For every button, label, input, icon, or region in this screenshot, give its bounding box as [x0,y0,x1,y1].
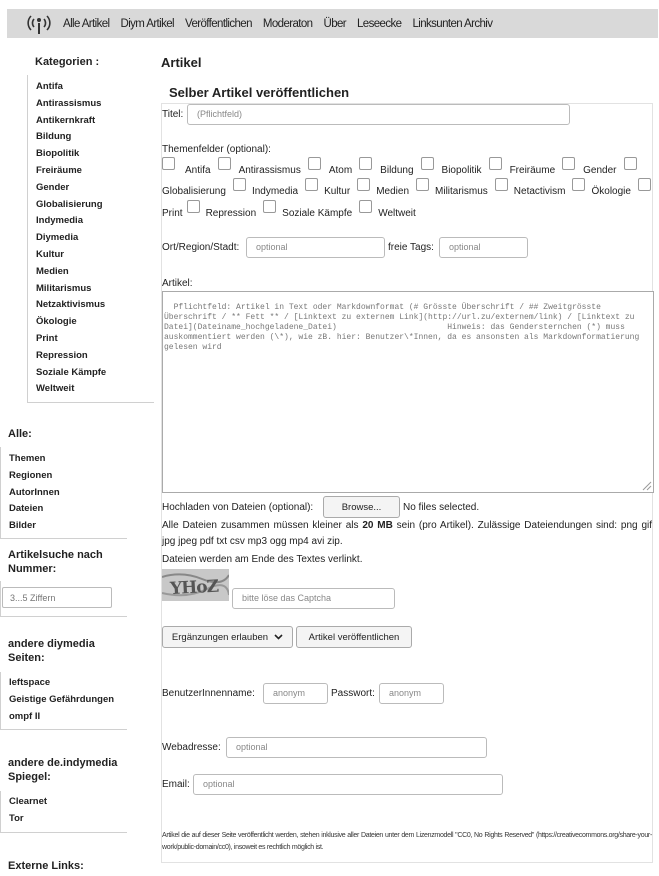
browse-button[interactable]: Browse... [323,496,400,518]
tags-label: freie Tags: [388,242,434,253]
checkbox-label-print: Print [162,208,183,219]
sidebar-item-freiraeume[interactable]: Freiräume [36,164,82,176]
checkbox[interactable] [162,157,175,170]
sidebar-item-antifa[interactable]: Antifa [36,81,63,92]
sidebar-item-indymedia[interactable]: Indymedia [36,215,83,227]
upload-label: Hochladen von Dateien (optional): [162,502,314,513]
checkbox-label-medien: Medien [376,186,410,197]
password-label: Passwort: [331,688,375,699]
sidebar-item-gender[interactable]: Gender [36,181,70,193]
checkbox[interactable] [308,157,321,170]
sidebar-artikelsuche [0,548,127,617]
checkbox-label-netactivism: Netactivism [513,186,566,197]
antenna-logo-icon[interactable] [26,12,52,36]
sidebar-item-autorinnen[interactable]: AutorInnen [9,486,60,498]
checkbox[interactable] [421,157,434,170]
sidebar-item-tor[interactable]: Tor [9,812,24,824]
checkbox-label-repression: Repression [205,208,257,219]
extras-button-label: Ergänzungen erlauben [171,631,269,643]
sidebar-externe-links [0,859,127,873]
sidebar-heading: Alle: [8,428,32,440]
checkbox[interactable] [218,157,231,170]
artikelsuche-box [0,581,127,617]
checkbox[interactable] [357,178,370,191]
sidebar-item-netzaktivismus[interactable]: Netzaktivismus [36,299,106,311]
checkbox-label-biopolitik: Biopolitik [441,165,482,176]
link-info: Dateien werden am Ende des Textes verlinkt. [162,554,363,565]
checkbox[interactable] [638,178,651,191]
title-label: Titel: [162,109,184,120]
themen-row-2 [162,181,651,197]
checkbox-label-atom: Atom [328,165,353,176]
checkbox-label-militarismus: Militarismus [435,186,488,197]
checkbox[interactable] [233,178,246,191]
checkbox[interactable] [572,178,585,191]
nav-moderation[interactable]: Moderaton [262,17,313,30]
checkbox[interactable] [495,178,508,191]
ort-input[interactable]: optional [246,237,385,258]
captcha-image [162,569,229,601]
license-notice: Artikel die auf dieser Seite veröffentlicht werden, stehen inklusive aller Dateien unter dem Lizenzmodell "CC0, No Rights Reserved" (https://creativecommons.org/share-your-work/public-domain/cc0), insoweit es rechtlich möglich ist. [162,832,652,851]
tags-input[interactable]: optional [439,237,528,258]
checkbox[interactable] [562,157,575,170]
checkbox[interactable] [359,157,372,170]
captcha-input[interactable]: bitte löse das Captcha [232,588,395,609]
nav-diym-artikel[interactable]: Diym Artikel [120,17,175,30]
sidebar-item-bilder[interactable]: Bilder [9,520,36,532]
sidebar-diymedia [0,637,127,730]
sidebar-item-clearnet[interactable]: Clearnet [9,796,48,807]
sidebar-heading: andere de.indymedia Spiegel: [8,757,118,783]
sidebar-item-geistige-gefaehrdungen[interactable]: Geistige Gefährdungen [9,693,115,705]
artikel-label: Artikel: [162,278,193,289]
checkbox[interactable] [416,178,429,191]
top-navigation [7,9,658,38]
form-title: Selber Artikel veröffentlichen [169,85,350,100]
checkbox-label-bildung: Bildung [380,165,414,176]
checkbox-label-soziale-kaempfe: Soziale Kämpfe [282,208,353,219]
themen-row-3 [162,203,423,219]
checkbox-label-globalisierung: Globalisierung [162,186,226,197]
sidebar-item-bildung[interactable]: Bildung [36,131,72,143]
web-label: Webadresse: [162,742,221,753]
sidebar-heading: Externe Links: [8,860,84,872]
checkbox-label-kultur: Kultur [324,186,351,197]
themen-label: Themenfelder (optional): [162,144,271,155]
checkbox[interactable] [624,157,637,170]
nav-veroeffentlichen[interactable]: Veröffentlichen [185,17,252,30]
size-info-pre: Alle Dateien zusammen müssen kleiner als [162,520,363,531]
nav-linksunten-archiv[interactable]: Linksunten Archiv [412,17,493,30]
checkbox[interactable] [263,200,276,213]
sidebar-item-themen[interactable]: Themen [9,453,46,464]
article-number-input[interactable] [2,587,112,608]
sidebar-item-soziale-kaempfe[interactable]: Soziale Kämpfe [36,366,107,378]
checkbox-label-indymedia: Indymedia [251,186,299,197]
sidebar-heading: Kategorien : [35,56,100,68]
sidebar-item-globalisierung[interactable]: Globalisierung [36,198,103,210]
sidebar-item-medien[interactable]: Medien [36,265,69,277]
sidebar-heading: andere diymedia Seiten: [8,638,95,664]
email-label: Email: [162,779,190,790]
username-input[interactable]: anonym [263,683,328,704]
page-title: Artikel [161,55,202,70]
web-input[interactable]: optional [226,737,487,758]
size-info [162,518,652,550]
publish-button[interactable]: Artikel veröffentlichen [296,626,412,648]
checkbox-label-antifa: Antifa [185,165,211,176]
checkbox[interactable] [359,200,372,213]
sidebar-item-antirassismus[interactable]: Antirassismus [36,97,102,109]
themen-row-1 [162,160,637,176]
sidebar-spiegel [0,756,127,833]
resize-handle-icon[interactable] [642,481,652,491]
sidebar-item-militarismus[interactable]: Militarismus [36,282,92,294]
title-input[interactable]: (Pflichtfeld) [187,104,570,125]
checkbox[interactable] [187,200,200,213]
sidebar-item-kultur[interactable]: Kultur [36,248,64,260]
sidebar-item-dateien[interactable]: Dateien [9,503,44,515]
checkbox-label-oekologie: Ökologie [591,186,631,197]
sidebar-alle [0,427,127,539]
sidebar-item-diymedia[interactable]: Diymedia [36,232,79,244]
artikel-placeholder: Pflichtfeld: Artikel in Text oder Markdownformat (# Grösste Überschrift / ## Zweitgrösste Überschrift / ** Fett ** / [Linktext zu externem Link](http://url.zu/externem/link) / [Linktext zu Datei](Dateiname_hochgeladene_Datei) Hinweis: das Gendersternchen (*) muss auskommentiert werden (\*), wie zB. hier: Benutzer\*Innen, da es ansonsten als Markdownformatierung gelesen wird [164,303,645,352]
checkbox-label-freiraeume: Freiräume [509,165,556,176]
kategorien-list [27,75,154,403]
ort-label: Ort/Region/Stadt: [162,242,240,253]
checkbox-label-gender: Gender [583,165,617,176]
email-input[interactable]: optional [193,774,503,795]
spiegel-list [0,791,127,833]
sidebar-kategorien [27,55,154,403]
no-files-text: No files selected. [403,502,480,513]
checkbox[interactable] [489,157,502,170]
nav-alle-artikel[interactable]: Alle Artikel [63,17,110,30]
sidebar-item-leftspace[interactable]: leftspace [9,677,51,688]
size-info-limit: 20 MB [362,520,393,531]
size-info-post: sein (pro Artikel). Zulässige Dateiendungen sind: png gif jpg jpeg pdf txt csv mp3 ogg mp4 avi zip. [162,520,653,547]
checkbox-label-antirassismus: Antirassismus [238,165,301,176]
checkbox[interactable] [305,178,318,191]
diymedia-list [0,672,127,730]
sidebar-item-weltweit[interactable]: Weltweit [36,383,75,395]
sidebar-item-oekologie[interactable]: Ökologie [36,316,77,328]
sidebar-item-ompf[interactable]: ompf II [9,710,41,722]
password-input[interactable]: anonym [379,683,444,704]
user-label: BenutzerInnenname: [162,688,255,699]
nav-leseecke[interactable]: Leseecke [357,17,402,30]
checkbox-label-weltweit: Weltweit [378,208,416,219]
extras-dropdown-button[interactable] [162,626,293,648]
nav-ueber[interactable]: Über [323,17,347,30]
sidebar-heading: Artikelsuche nach Nummer: [8,549,103,575]
captcha-text: YHoZ [169,576,219,600]
sidebar-item-biopolitik[interactable]: Biopolitik [36,148,80,160]
alle-list [0,447,127,539]
sidebar-item-print[interactable]: Print [36,332,58,344]
chevron-down-icon [274,634,283,640]
sidebar-item-regionen[interactable]: Regionen [9,469,53,481]
artikel-textarea[interactable] [162,291,654,493]
sidebar-item-antikernkraft[interactable]: Antikernkraft [36,114,96,126]
sidebar-item-repression[interactable]: Repression [36,349,88,361]
